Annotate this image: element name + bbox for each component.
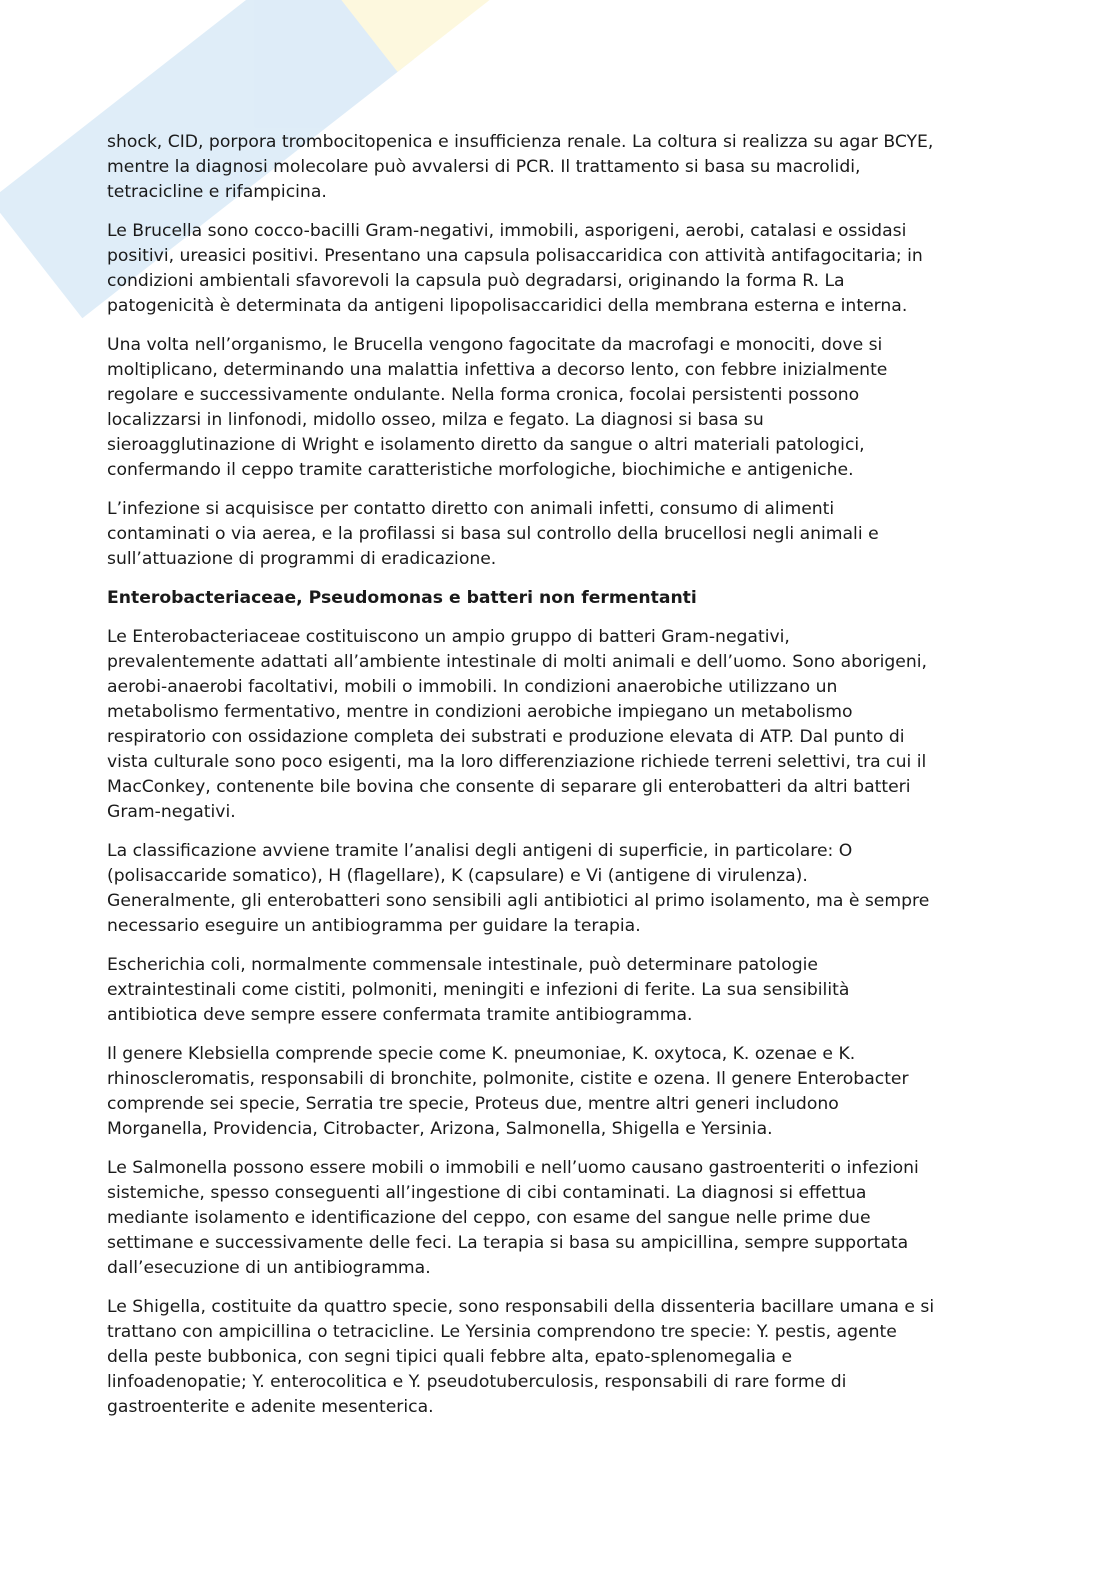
paragraph: L’infezione si acquisisce per contatto diretto con animali infetti, consumo di alimenti contaminati o via aerea, e la profilassi si basa sul controllo della brucellosi negli animali e sull’attuazione di programmi di eradicazione. — [107, 499, 879, 569]
paragraph: shock, CID, porpora trombocitopenica e insufficienza renale. La coltura si realizza su agar BCYE, mentre la diagnosi molecolare può avvalersi di PCR. Il trattamento si basa su macrolidi, tetracicline e rifampicina. — [107, 132, 934, 202]
section-heading: Enterobacteriaceae, Pseudomonas e batteri non fermentanti — [107, 588, 697, 608]
paragraph: Una volta nell’organismo, le Brucella vengono fagocitate da macrofagi e monociti, dove si moltiplicano, determinando una malattia infettiva a decorso lento, con febbre inizialmente regolare e successivamente ondulante. Nella forma cronica, focolai persistenti possono localizzarsi in linfonodi, midollo osseo, milza e fegato. La diagnosi si basa su sieroagglutinazione di Wright e isolamento diretto da sangue o altri materiali patologici, confermando il ceppo tramite caratteristiche morfologiche, biochimiche e antigeniche. — [107, 335, 888, 480]
document-body — [107, 130, 1067, 1434]
paragraph: Escherichia coli, normalmente commensale intestinale, può determinare patologie extraintestinali come cistiti, polmoniti, meningiti e infezioni di ferite. La sua sensibilità antibiotica deve sempre essere confermata tramite antibiogramma. — [107, 955, 850, 1025]
paragraph: Le Brucella sono cocco-bacilli Gram-negativi, immobili, asporigeni, aerobi, catalasi e ossidasi positivi, ureasici positivi. Presentano una capsula polisaccaridica con attività antifagocitaria; in condizioni ambientali sfavorevoli la capsula può degradarsi, originando la forma R. La patogenicità è determinata da antigeni lipopolisaccaridici della membrana esterna e interna. — [107, 221, 923, 316]
paragraph: Il genere Klebsiella comprende specie come K. pneumoniae, K. oxytoca, K. ozenae e K. rhinoscleromatis, responsabili di bronchite, polmonite, cistite e ozena. Il genere Enterobacter comprende sei specie, Serratia tre specie, Proteus due, mentre altri generi includono Morganella, Providencia, Citrobacter, Arizona, Salmonella, Shigella e Yersinia. — [107, 1044, 909, 1139]
paragraph: La classificazione avviene tramite l’analisi degli antigeni di superficie, in particolare: O (polisaccaride somatico), H (flagellare), K (capsulare) e Vi (antigene di virulenza). Generalmente, gli enterobatteri sono sensibili agli antibiotici al primo isolamento, ma è sempre necessario eseguire un antibiogramma per guidare la terapia. — [107, 841, 930, 936]
paragraph: Le Salmonella possono essere mobili o immobili e nell’uomo causano gastroenteriti o infezioni sistemiche, spesso conseguenti all’ingestione di cibi contaminati. La diagnosi si effettua mediante isolamento e identificazione del ceppo, con esame del sangue nelle prime due settimane e successivamente delle feci. La terapia si basa su ampicillina, sempre supportata dall’esecuzione di un antibiogramma. — [107, 1158, 919, 1278]
paragraph: Le Shigella, costituite da quattro specie, sono responsabili della dissenteria bacillare umana e si trattano con ampicillina o tetracicline. Le Yersinia comprendono tre specie: Y. pestis, agente della peste bubbonica, con segni tipici quali febbre alta, epato-splenomegalia e linfoadenopatie; Y. enterocolitica e Y. pseudotuberculosis, responsabili di rare forme di gastroenterite e adenite mesenterica. — [107, 1297, 935, 1417]
paragraph: Le Enterobacteriaceae costituiscono un ampio gruppo di batteri Gram-negativi, prevalentemente adattati all’ambiente intestinale di molti animali e dell’uomo. Sono aborigeni, aerobi-anaerobi facoltativi, mobili o immobili. In condizioni anaerobiche utilizzano un metabolismo fermentativo, mentre in condizioni aerobiche impiegano un metabolismo respiratorio con ossidazione completa dei substrati e produzione elevata di ATP. Dal punto di vista culturale sono poco esigenti, ma la loro differenziazione richiede terreni selettivi, tra cui il MacConkey, contenente bile bovina che consente di separare gli enterobatteri da altri batteri Gram-negativi. — [107, 627, 928, 822]
